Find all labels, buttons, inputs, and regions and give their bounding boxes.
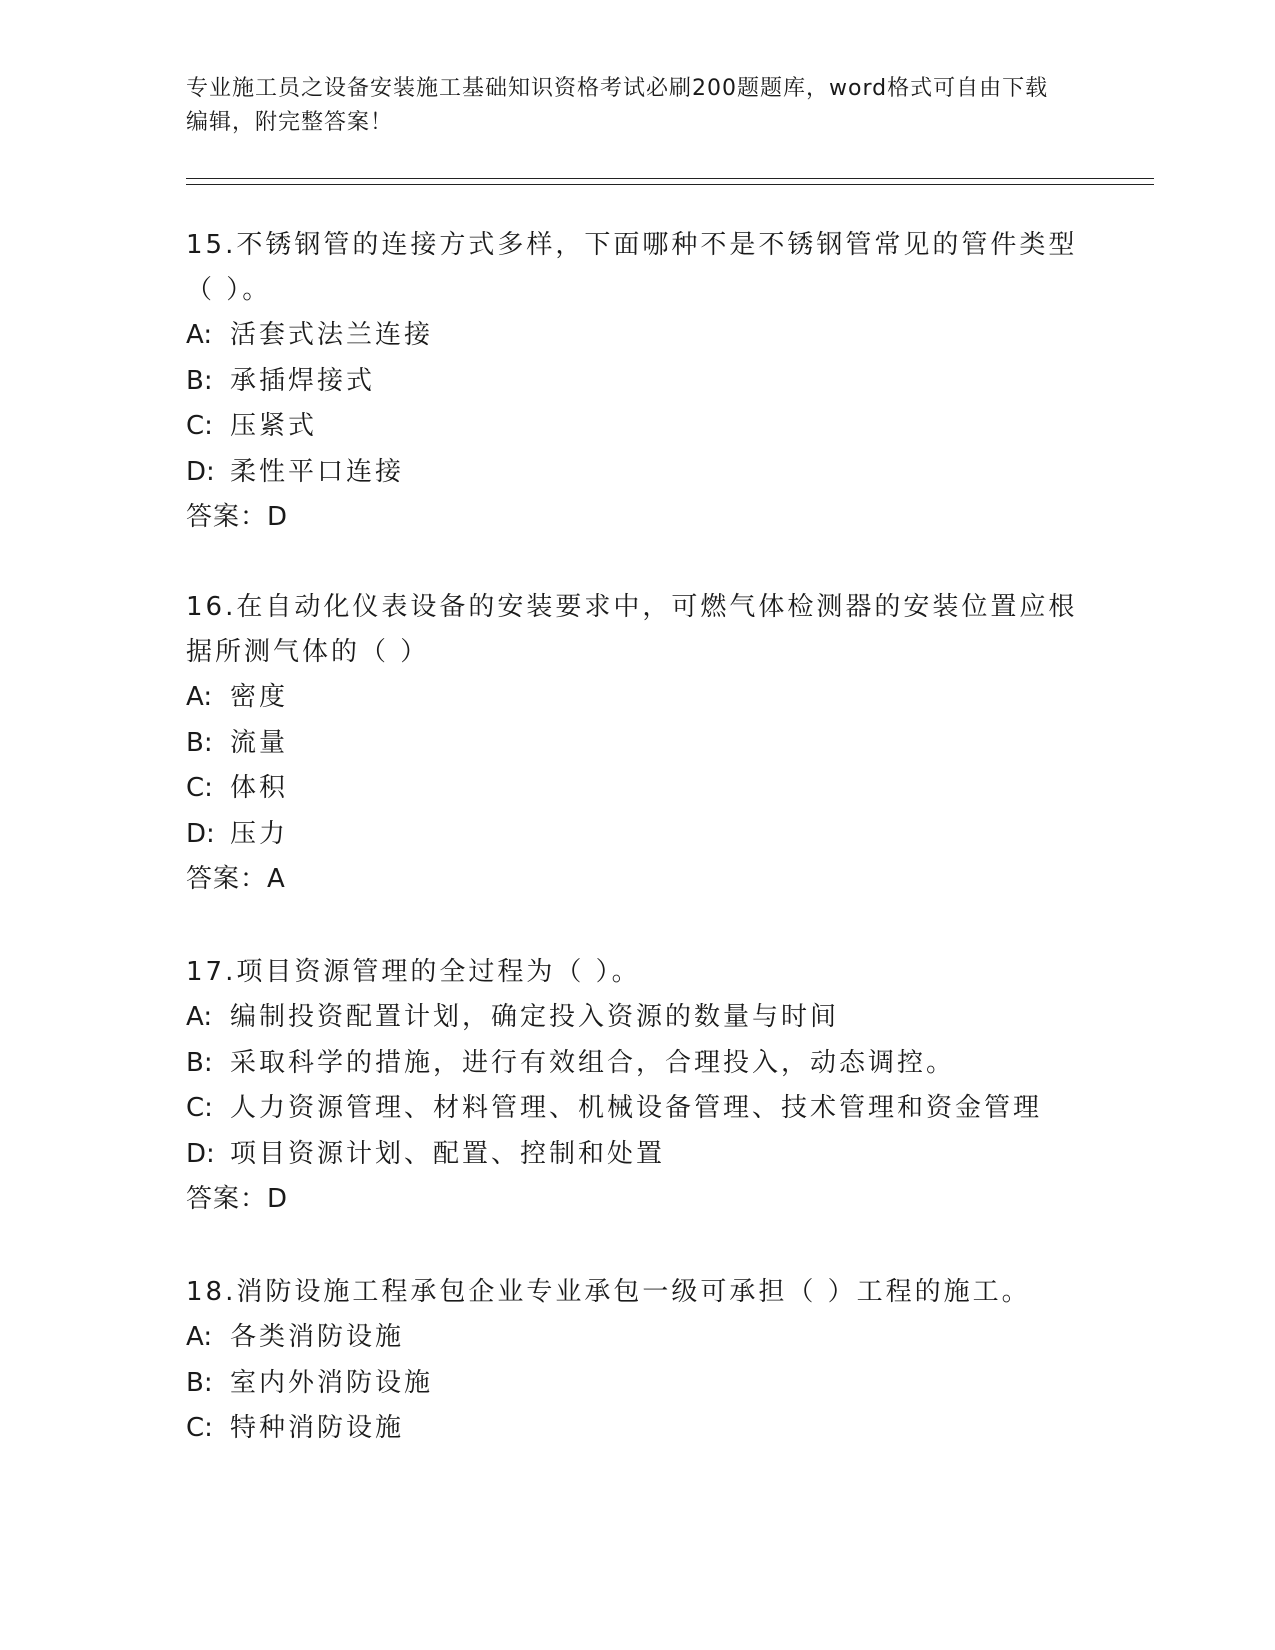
question-stem: 15.不锈钢管的连接方式多样，下面哪种不是不锈钢管常见的管件类型（ ）。 bbox=[186, 230, 1078, 305]
option-list bbox=[186, 1315, 1086, 1452]
question-stem: 18.消防设施工程承包企业专业承包一级可承担（ ）工程的施工。 bbox=[186, 1277, 1031, 1307]
answer-line: 答案：A bbox=[186, 864, 286, 894]
option-d bbox=[186, 1132, 1086, 1178]
option-text: 体积 bbox=[230, 773, 289, 803]
option-key: C: bbox=[186, 411, 213, 441]
option-text: 采取科学的措施，进行有效组合，合理投入，动态调控。 bbox=[230, 1047, 956, 1078]
option-text: 压紧式 bbox=[230, 411, 318, 441]
option-key: A: bbox=[186, 1002, 213, 1032]
answer-line: 答案：D bbox=[186, 1184, 289, 1214]
document-header: 专业施工员之设备安装施工基础知识资格考试必刷200题题库，word格式可自由下载编辑，附完整答案！ bbox=[186, 76, 1049, 135]
option-key: A: bbox=[186, 1322, 213, 1352]
option-key: B: bbox=[186, 727, 213, 758]
option-key: D: bbox=[186, 1138, 215, 1169]
question-stem: 16.在自动化仪表设备的安装要求中，可燃气体检测器的安装位置应根据所测气体的（ ） bbox=[186, 592, 1078, 667]
option-text: 各类消防设施 bbox=[230, 1322, 405, 1352]
header-divider bbox=[186, 178, 1154, 185]
option-b bbox=[186, 1361, 1086, 1407]
option-text: 人力资源管理、材料管理、机械设备管理、技术管理和资金管理 bbox=[230, 1093, 1043, 1123]
option-a bbox=[186, 675, 1086, 721]
option-d bbox=[186, 812, 1086, 858]
question-stem: 17.项目资源管理的全过程为（ ）。 bbox=[186, 957, 641, 987]
question-18 bbox=[186, 1270, 1086, 1452]
option-key: D: bbox=[186, 818, 215, 849]
option-d bbox=[186, 450, 1086, 496]
option-a bbox=[186, 995, 1086, 1041]
option-key: A: bbox=[186, 320, 213, 350]
option-list bbox=[186, 675, 1086, 857]
option-text: 室内外消防设施 bbox=[230, 1367, 434, 1398]
option-key: C: bbox=[186, 1413, 213, 1443]
option-text: 承插焊接式 bbox=[230, 365, 376, 396]
option-key: D: bbox=[186, 456, 215, 487]
option-key: C: bbox=[186, 1093, 213, 1123]
option-key: B: bbox=[186, 1367, 213, 1398]
option-c bbox=[186, 766, 1086, 812]
option-a bbox=[186, 1315, 1086, 1361]
option-c bbox=[186, 1086, 1086, 1132]
option-key: A: bbox=[186, 682, 213, 712]
option-text: 特种消防设施 bbox=[230, 1413, 405, 1443]
answer-line: 答案：D bbox=[186, 502, 289, 532]
option-key: B: bbox=[186, 365, 213, 396]
option-text: 柔性平口连接 bbox=[230, 456, 405, 487]
option-b bbox=[186, 1041, 1086, 1087]
option-b bbox=[186, 721, 1086, 767]
option-text: 密度 bbox=[230, 682, 289, 712]
option-c bbox=[186, 1406, 1086, 1452]
question-16 bbox=[186, 585, 1086, 903]
option-text: 活套式法兰连接 bbox=[230, 320, 434, 350]
option-c bbox=[186, 404, 1086, 450]
option-text: 流量 bbox=[230, 727, 289, 758]
option-text: 压力 bbox=[230, 818, 289, 849]
question-15 bbox=[186, 223, 1086, 541]
option-key: B: bbox=[186, 1047, 213, 1078]
option-text: 项目资源计划、配置、控制和处置 bbox=[230, 1138, 666, 1169]
option-list bbox=[186, 995, 1086, 1177]
option-list bbox=[186, 313, 1086, 495]
option-b bbox=[186, 359, 1086, 405]
question-17 bbox=[186, 950, 1086, 1223]
option-key: C: bbox=[186, 773, 213, 803]
option-text: 编制投资配置计划，确定投入资源的数量与时间 bbox=[230, 1002, 840, 1032]
option-a bbox=[186, 313, 1086, 359]
